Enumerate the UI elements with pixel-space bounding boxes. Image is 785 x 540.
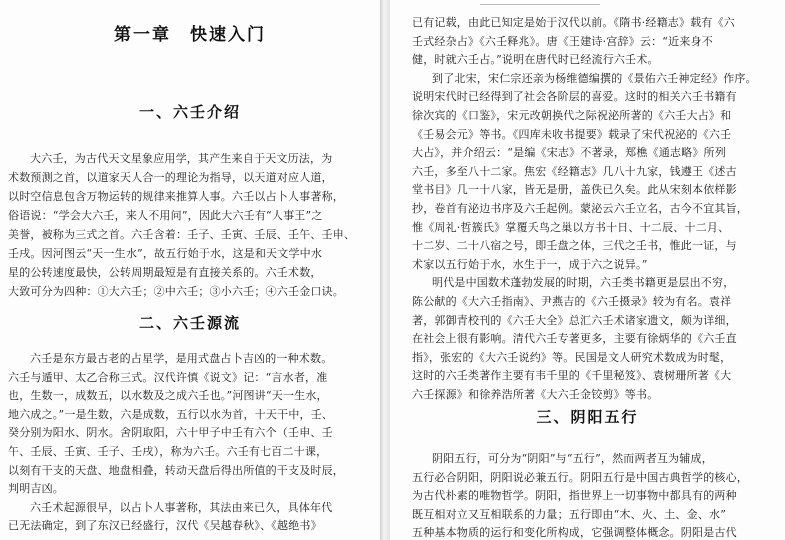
text-line: 《壬易会元》等书。《四库未收书提要》载录了宋代祝泌的《六壬	[412, 127, 732, 141]
cropped-header-line	[480, 0, 600, 5]
text-line: 以刻有干支的天盘、地盘相叠，转动天盘后得出所值的干支及时辰，	[8, 463, 344, 477]
chapter-title: 第一章 快速入门	[114, 25, 266, 45]
text-line: 大六壬，为古代天文星象应用学，其产生来自于天文历法，为	[30, 152, 333, 165]
text-line: 星的公转速度最快，公转周期最短是有直接关系的。六壬术数，	[8, 266, 322, 279]
text-line: 到了北宋，宋仁宗还亲为杨维德编撰的《景佑六壬神定经》作序。	[432, 71, 757, 85]
text-line: 已有记载，由此已知定是始于汉代以前。《隋书·经籍志》载有《六	[412, 16, 735, 29]
text-line: 在社会上很有影响。清代六壬专著更多，主要有徐炳华的《六壬直	[412, 332, 737, 346]
right-page	[390, 0, 785, 540]
text-line: 徐次宾的《口鉴》，宋元改朝换代之际祝泌所著的《六壬大占》和	[412, 109, 732, 122]
text-line: 午、壬辰、壬寅、壬子、壬戌），称为六壬。六壬有七百二十课，	[8, 445, 328, 458]
text-line: 为古代朴素的唯物哲学。阴阳，指世界上一切事物中都具有的两种	[412, 489, 737, 503]
text-line: 堂书目》几一十八家，皆无是册，盖佚已久矣。此从宋刻本依样影	[412, 183, 737, 197]
text-line: 惟《周礼·哲簇氏》掌覆夭鸟之巢以方书十日、十二辰、十二月、	[412, 220, 730, 234]
text-line: 健，时就六壬占。”说明在唐代时已经流行六壬术。	[412, 53, 659, 67]
left-page	[0, 0, 380, 540]
text-line: 也，生数一，成数五，以水数及之成六壬也。”河图讲“天一生水，	[8, 389, 328, 403]
text-line: 壬式经杂占》《六壬释兆》。唐《王建诗·宫辞》云：“近来身不	[412, 34, 713, 48]
text-line: 明代是中国数术蓬勃发展的时期，六壬类书籍更是层出不穷，	[432, 276, 735, 290]
text-line: 判明吉凶。	[8, 482, 64, 496]
text-line: 美誉，被称为三式之首。六壬含着：壬子、壬寅、壬辰、壬午、壬申、	[8, 228, 356, 241]
text-line: 既互相对立又互相联系的力量；五行即由“木、火、土、金、水”	[412, 507, 727, 521]
book-gutter	[380, 0, 390, 540]
text-line: 癸分别为阳水、阴水。舍阴取阳，六十甲子中壬有六个（壬申、壬	[8, 426, 333, 440]
text-line: 地六成之。”一是生数，六是成数，五行以水为首，十天干中，壬、	[8, 407, 334, 421]
text-line: 术家以五行始于水，水生于一，成于六之说异。”	[412, 257, 648, 271]
text-line: 大占》，并介绍云：“是编《宋志》不著录，郑樵《通志略》所列	[412, 146, 726, 160]
text-line: 五种基本物质的运行和变化所构成，它强调整体概念。阴阳是古代	[412, 526, 737, 540]
text-line: 著，郭御青校刊的《六壬大全》总汇六壬术诸家遗文，颇为详细，	[412, 313, 737, 327]
text-line: 已无法确定，到了东汉已经盛行，汉代《吴越春秋》、《越绝书》	[8, 519, 322, 533]
section-title-1: 一、六壬介绍	[138, 103, 241, 121]
text-line: 六壬术起源很早，以占卜人事著称，其法由来已久，具体年代	[30, 500, 333, 514]
section-title-3: 三、阴阳五行	[536, 408, 639, 426]
text-line: 六壬探源》和徐养浩所著《大六壬金铰剪》等书。	[412, 388, 659, 401]
text-line: 指》，张宏的《大六壬说约》等。民国是文人研究术数成为时髦，	[412, 350, 732, 364]
section-title-2: 二、六壬源流	[138, 314, 241, 332]
text-line: 术数预测之首，以道家天人合一的理论为指导，以天道对应人道，	[8, 171, 333, 184]
text-line: 壬戌。因河图云“天一生水”，故五行始于水，这是和天文学中水	[8, 247, 323, 260]
text-line: 六壬是东方最古老的占星学，是用式盘占卜吉凶的一种术数。	[30, 352, 333, 365]
text-line: 说明宋代时已经得到了社会各阶层的喜爱。这时的相关六壬书籍有	[412, 90, 737, 104]
text-line: 五行必合阴阳，阴阳说必兼五行。阴阳五行是中国古典哲学的核心，	[412, 470, 748, 484]
text-line: 十二岁、二十八宿之号，即壬盘之体，三代之壬书，惟此一证，与	[412, 239, 737, 253]
text-line: 六壬，多至八十二家。焦宏《经籍志》几八十九家，钱遵王《述古	[412, 164, 737, 178]
text-line: 这时的六壬类著作主要有韦千里的《千里秘笈》、袁树珊所著《大	[412, 369, 732, 383]
text-line: 阴阳五行，可分为“阴阳”与“五行”，然而两者互为辅成，	[432, 452, 713, 465]
text-line: 抄，卷首有泌边书序及六壬起例。蒙泌云六壬立名，古今不宜其旨，	[412, 202, 748, 215]
text-line: 大致可分为四种：①大六壬；②中六壬；③小六壬；④六壬金口诀。	[8, 285, 344, 298]
text-line: 六壬与遁甲、太乙合称三式。汉代许慎《说文》记：“言水者，准	[8, 370, 328, 384]
text-line: 俗语说：“学会大六壬，来人不用问”，因此大六壬有“人事王”之	[8, 209, 323, 222]
text-line: 陈公献的《大六壬指南》、尹燕吉的《六壬摄录》较为有名。袁祥	[412, 295, 732, 308]
text-line: 以时空信息包含万物运转的规律来推算人事。六壬以占卜人事著称，	[8, 190, 344, 203]
